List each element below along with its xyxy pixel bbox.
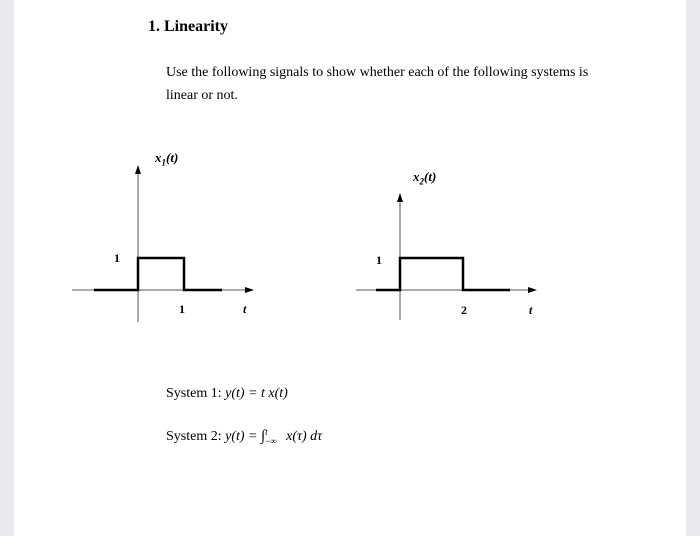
integral-lower-limit: −∞: [265, 436, 277, 446]
integral-sign: ∫: [261, 428, 266, 445]
document-page: [14, 0, 686, 536]
system-1-expression: y(t) = t x(t): [225, 386, 288, 401]
system-2-integrand: x(τ) dτ: [286, 429, 323, 445]
x2-pulse-waveform: [376, 258, 510, 290]
x1-title-arg: (t): [166, 150, 179, 165]
x2-title-name: x: [413, 169, 420, 184]
x2-title: [413, 169, 436, 187]
x1-title-subscript: 1: [161, 157, 166, 168]
system-1-prefix: System 1:: [166, 386, 222, 401]
x2-axis-label: t: [529, 303, 533, 317]
x2-vertical-arrow-icon: [397, 193, 403, 202]
x2-title-arg: (t): [424, 169, 437, 184]
x1-vertical-arrow-icon: [135, 165, 141, 174]
intro-line-2: linear or not.: [166, 88, 238, 103]
x1-title-name: x: [155, 150, 162, 165]
x2-horizontal-arrow-icon: [528, 287, 537, 293]
integral-upper-limit: t: [265, 427, 268, 437]
integral-limits: [265, 428, 277, 446]
x2-width-label: 2: [461, 303, 467, 317]
x1-axis-label: t: [243, 302, 247, 316]
x1-amplitude-label: 1: [114, 251, 120, 265]
x2-title-subscript: 2: [419, 176, 424, 187]
x1-title: [155, 150, 178, 168]
system-2-lhs: y(t) =: [225, 429, 258, 445]
plot-x1: [72, 165, 254, 322]
x2-amplitude-label: 1: [376, 253, 382, 267]
section-title: Linearity: [164, 18, 228, 35]
x1-width-label: 1: [179, 302, 185, 316]
plot-x2: [356, 193, 537, 320]
signal-plots: [14, 0, 686, 536]
section-number: 1.: [148, 18, 160, 35]
intro-line-1: Use the following signals to show whether each of the following systems is: [166, 65, 589, 80]
x1-horizontal-arrow-icon: [245, 287, 254, 293]
system-2: [166, 428, 322, 446]
system-1: [166, 386, 288, 402]
system-2-prefix: System 2:: [166, 429, 222, 445]
